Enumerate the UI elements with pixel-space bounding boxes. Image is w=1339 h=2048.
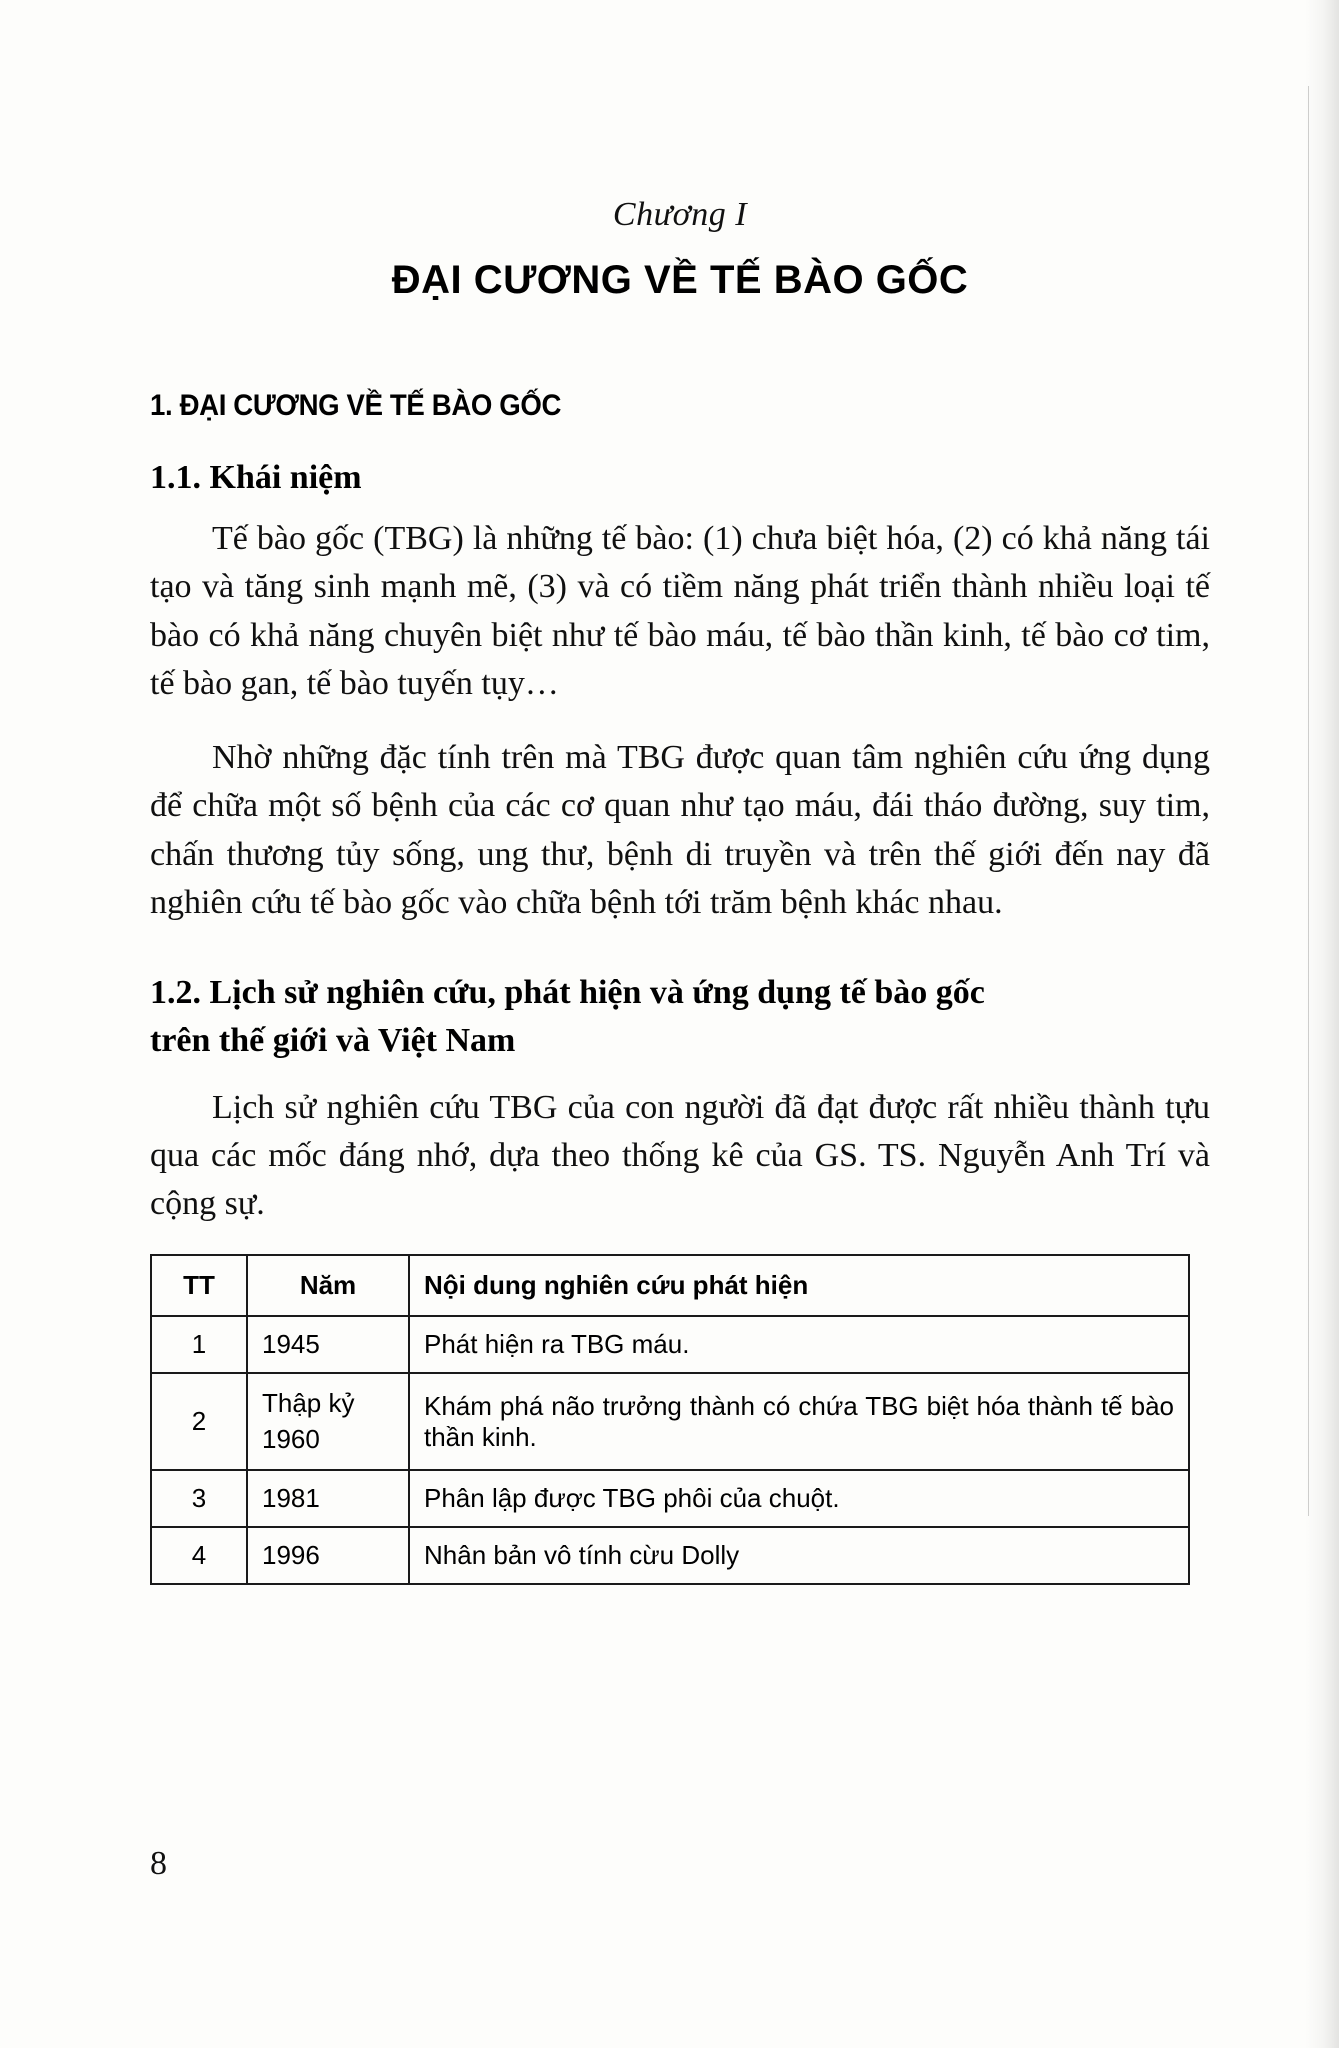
table-row: [151, 1316, 1189, 1373]
table-cell-year: 1981: [247, 1470, 409, 1527]
paragraph-definition: Tế bào gốc (TBG) là những tế bào: (1) chưa biệt hóa, (2) có khả năng tái tạo và tăng sinh mạnh mẽ, (3) và có tiềm năng phát triển thành nhiều loại tế bào có khả năng chuyên biệt như tế bào máu, tế bào thần kinh, tế bào cơ tim, tế bào gan, tế bào tuyến tụy…: [150, 520, 1210, 702]
table-row: [151, 1373, 1189, 1469]
table-cell-content: Phát hiện ra TBG máu.: [409, 1316, 1189, 1373]
table-cell-content: Khám phá não trưởng thành có chứa TBG biệt hóa thành tế bào thần kinh.: [409, 1373, 1189, 1469]
table-cell-year: 1945: [247, 1316, 409, 1373]
table-cell-year-line2: 1960: [262, 1423, 320, 1454]
table-cell-content: Phân lập được TBG phôi của chuột.: [409, 1470, 1189, 1527]
subsection-heading-1-2-line2: trên thế giới và Việt Nam: [150, 1022, 516, 1060]
subsection-heading-1-2-line1: 1.2. Lịch sử nghiên cứu, phát hiện và ứng dụng tế bào gốc: [150, 974, 985, 1012]
table-header-year: Năm: [247, 1255, 409, 1316]
paragraph-applications: Nhờ những đặc tính trên mà TBG được quan tâm nghiên cứu ứng dụng để chữa một số bệnh của các cơ quan như tạo máu, đái tháo đường, suy tim, chấn thương tủy sống, ung thư, bệnh di truyền và trên thế giới đến nay đã nghiên cứu tế bào gốc vào chữa bệnh tới trăm bệnh khác nhau.: [150, 739, 1210, 921]
page-number: 8: [150, 1845, 167, 1882]
table-cell-content: Nhân bản vô tính cừu Dolly: [409, 1527, 1189, 1584]
table-cell-year: 1996: [247, 1527, 409, 1584]
table-cell-tt: 1: [151, 1316, 247, 1373]
table-header-tt: TT: [151, 1255, 247, 1316]
table-cell-tt: 2: [151, 1373, 247, 1469]
section-heading-1: 1. ĐẠI CƯƠNG VỀ TẾ BÀO GỐC: [150, 389, 562, 422]
table-header-row: [151, 1255, 1189, 1316]
table-cell-tt: 3: [151, 1470, 247, 1527]
paragraph-history-intro: Lịch sử nghiên cứu TBG của con người đã đạt được rất nhiều thành tựu qua các mốc đáng nhớ, dựa theo thống kê của GS. TS. Nguyễn Anh Trí và cộng sự.: [150, 1088, 1210, 1223]
table-cell-tt: 4: [151, 1527, 247, 1584]
page-content: [150, 0, 1210, 1585]
subsection-heading-1-1: 1.1. Khái niệm: [150, 459, 362, 496]
table-row: [151, 1527, 1189, 1584]
subsection-heading-1-2: [150, 969, 1210, 1066]
table-header-content: Nội dung nghiên cứu phát hiện: [409, 1255, 1189, 1316]
table-body: [151, 1316, 1189, 1583]
chapter-title: ĐẠI CƯƠNG VỀ TẾ BÀO GỐC: [391, 258, 969, 302]
history-table: [150, 1254, 1190, 1584]
table-header: [151, 1255, 1189, 1316]
scan-edge-line: [1308, 86, 1309, 1516]
scan-edge-shadow: [1305, 0, 1339, 2048]
chapter-label: Chương I: [612, 196, 748, 233]
table-cell-year-line1: Thập kỷ: [262, 1388, 355, 1419]
table-cell-year: [247, 1373, 409, 1469]
table-row: [151, 1470, 1189, 1527]
